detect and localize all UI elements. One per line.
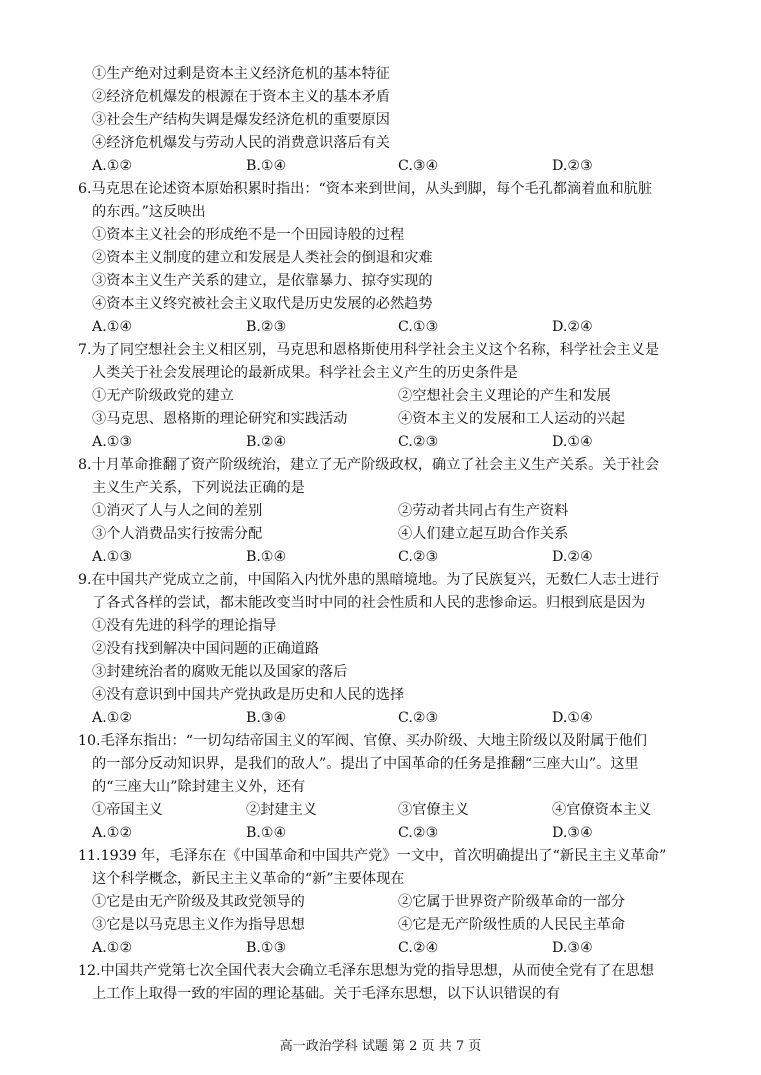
q6-stem-line-2: 的东西。”这反映出	[92, 204, 206, 220]
q10-choice-b: B.①④	[246, 825, 287, 841]
q9-stem-line-2: 了各式各样的尝试，都未能改变当时中同的社会性质和人民的悲惨命运。归根到底是因为	[92, 595, 646, 611]
q5-item-2: ②经济危机爆发的根源在于资本主义的基本矛盾	[92, 89, 390, 105]
q11-choice-d: D.③④	[552, 940, 593, 956]
q7-stem-line-1: 7.为了同空想社会主义相区别，马克思和恩格斯使用科学社会主义这个名称，科学社会主义是	[78, 342, 660, 358]
q6-item-3: ③资本主义生产关系的建立，是依靠暴力、掠夺实现的	[92, 273, 433, 289]
q5-item-1: ①生产绝对过剩是资本主义经济危机的基本特征	[92, 66, 390, 82]
q7-choice-c: C.②③	[398, 434, 439, 450]
q11-choice-c: C.②④	[398, 940, 439, 956]
q8-stem-line-2: 主义生产关系，下列说法正确的是	[92, 480, 305, 496]
q10-item-1: ①帝国主义	[92, 802, 163, 818]
q9-choice-b: B.③④	[246, 710, 287, 726]
q11-item-4: ④它是无产阶级性质的人民民主革命	[398, 917, 626, 933]
q5-item-3: ③社会生产结构失调是爆发经济危机的重要原因	[92, 112, 390, 128]
q8-choice-c: C.②③	[398, 549, 439, 565]
q12-stem-line-2: 上工作上取得一致的牢固的理论基础。关于毛泽东思想，以下认识错误的有	[92, 986, 561, 1002]
q12-stem-line-1: 12.中国共产党第七次全国代表大会确立毛泽东思想为党的指导思想，从而使全党有了在思想	[78, 963, 654, 979]
q11-stem-line-1: 11.1939 年，毛泽东在《中国革命和中国共产党》一文中，首次明确提出了“新民主主义革命”	[78, 848, 667, 864]
q8-item-1: ①消灭了人与人之间的差别	[92, 503, 263, 519]
q7-stem-line-2: 人类关于社会发展理论的最新成果。科学社会主义产生的历史条件是	[92, 365, 518, 381]
q7-item-4: ④资本主义的发展和工人运动的兴起	[398, 411, 626, 427]
q5-choice-d: D.②③	[552, 158, 593, 174]
q10-choice-d: D.③④	[552, 825, 593, 841]
q10-item-2: ②封建主义	[246, 802, 317, 818]
q9-item-4: ④没有意识到中国共产党执政是历史和人民的选择	[92, 687, 405, 703]
q8-choice-a: A.①③	[92, 549, 133, 565]
q9-item-2: ②没有找到解决中国问题的正确道路	[92, 641, 320, 657]
q10-stem-line-3: 的“三座大山”除封建主义外，还有	[92, 779, 306, 795]
q7-choice-d: D.①④	[552, 434, 593, 450]
q7-choice-b: B.②④	[246, 434, 287, 450]
q6-choice-d: D.②④	[552, 319, 593, 335]
q8-choice-d: D.②④	[552, 549, 593, 565]
q6-choice-c: C.①③	[398, 319, 439, 335]
q10-stem-line-2: 的一部分反动知识界，是我们的敌人”。提出了中国革命的任务是推翻“三座大山”。这里	[92, 756, 639, 772]
q7-choice-a: A.①③	[92, 434, 133, 450]
q10-item-4: ④官僚资本主义	[552, 802, 652, 818]
q11-stem-line-2: 这个科学概念，新民主主义革命的“新”主要体现在	[92, 871, 405, 887]
q7-item-3: ③马克思、恩格斯的理论研究和实践活动	[92, 411, 348, 427]
q7-item-2: ②空想社会主义理论的产生和发展	[398, 388, 611, 404]
q9-stem-line-1: 9.在中国共产党成立之前，中国陷入内忧外患的黑暗境地。为了民族复兴，无数仁人志士进行	[78, 572, 660, 588]
q5-item-4: ④经济危机爆发与劳动人民的消费意识落后有关	[92, 135, 390, 151]
q7-item-1: ①无产阶级政党的建立	[92, 388, 234, 404]
q11-item-1: ①它是由无产阶级及其政党领导的	[92, 894, 305, 910]
q10-item-3: ③官僚主义	[398, 802, 469, 818]
q6-item-2: ②资本主义制度的建立和发展是人类社会的倒退和灾难	[92, 250, 433, 266]
q9-item-3: ③封建统治者的腐败无能以及国家的落后	[92, 664, 348, 680]
page-footer: 高一政治学科 试题 第 2 页 共 7 页	[279, 1039, 482, 1054]
q9-choice-c: C.②③	[398, 710, 439, 726]
q11-choice-b: B.①③	[246, 940, 287, 956]
q6-choice-b: B.②③	[246, 319, 287, 335]
q8-item-2: ②劳动者共同占有生产资料	[398, 503, 569, 519]
q9-choice-a: A.①②	[92, 710, 133, 726]
q5-choice-c: C.③④	[398, 158, 439, 174]
q10-stem-line-1: 10.毛泽东指出：“一切勾结帝国主义的军阀、官僚、买办阶级、大地主阶级以及附属于他们	[78, 733, 647, 749]
q8-item-4: ④人们建立起互助合作关系	[398, 526, 569, 542]
q5-choice-b: B.①④	[246, 158, 287, 174]
q9-choice-d: D.①④	[552, 710, 593, 726]
q6-item-1: ①资本主义社会的形成绝不是一个田园诗般的过程	[92, 227, 405, 243]
q11-item-2: ②它属于世界资产阶级革命的一部分	[398, 894, 626, 910]
q6-stem-line-1: 6.马克思在论述资本原始积累时指出：“资本来到世间，从头到脚，每个毛孔都滴着血和肮脏	[78, 181, 653, 197]
q10-choice-c: C.②③	[398, 825, 439, 841]
q8-stem-line-1: 8.十月革命推翻了资产阶级统治，建立了无产阶级政权，确立了社会主义生产关系。关于社会	[78, 457, 660, 473]
q11-item-3: ③它是以马克思主义作为指导思想	[92, 917, 305, 933]
q6-choice-a: A.①④	[92, 319, 133, 335]
q10-choice-a: A.①②	[92, 825, 133, 841]
q8-choice-b: B.①④	[246, 549, 287, 565]
q8-item-3: ③个人消费品实行按需分配	[92, 526, 263, 542]
q6-item-4: ④资本主义终究被社会主义取代是历史发展的必然趋势	[92, 296, 433, 312]
q11-choice-a: A.①②	[92, 940, 133, 956]
q9-item-1: ①没有先进的科学的理论指导	[92, 618, 277, 634]
q5-choice-a: A.①②	[92, 158, 133, 174]
